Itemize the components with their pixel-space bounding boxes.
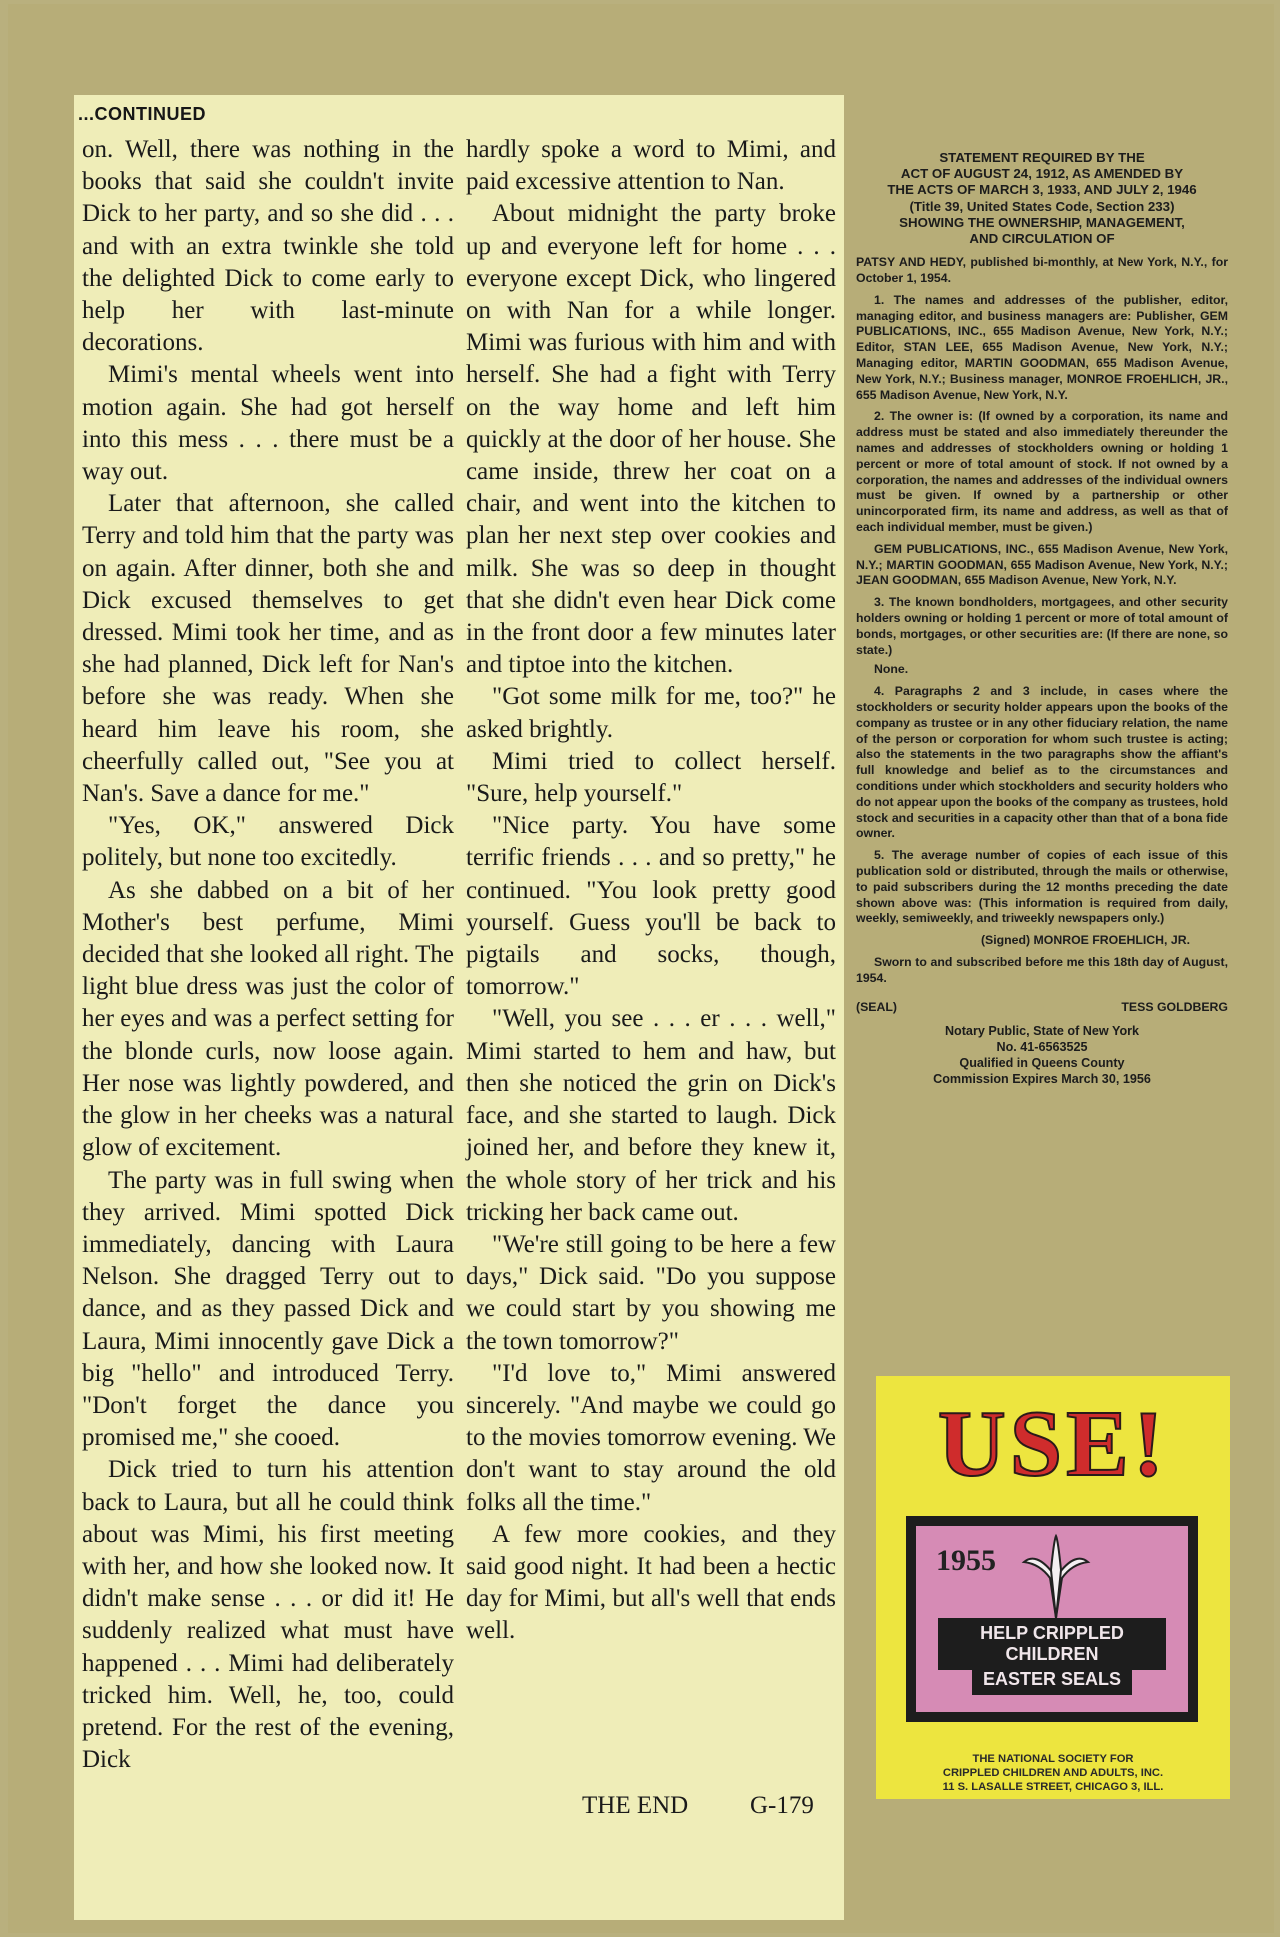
- statement-heading-line: STATEMENT REQUIRED BY THE: [939, 150, 1145, 165]
- ad-footer-line: THE NATIONAL SOCIETY FOR: [972, 1753, 1134, 1765]
- notary-line: Qualified in Queens County: [959, 1055, 1125, 1070]
- notary-line: Notary Public, State of New York: [944, 1024, 1140, 1039]
- notary-block: [856, 1024, 1228, 1087]
- story-paragraph: "Nice party. You have some terrific friends . . . and so pretty," he continued. "You look pretty good yourself. Guess you'll be back to pigtails and socks, though, tomorrow.": [466, 812, 836, 1001]
- the-end-label: THE END: [582, 1792, 689, 1819]
- notary-name: TESS GOLDBERG: [1121, 1000, 1228, 1015]
- statement-heading-line: ACT OF AUGUST 24, 1912, AS AMENDED BY: [900, 166, 1184, 182]
- story-paragraph: A few more cookies, and they said good night. It had been a hectic day for Mimi, but all's well that ends well.: [466, 1520, 836, 1645]
- story-paragraph: "Well, you see . . . er . . . well," Mimi started to hem and haw, but then she noticed the grin on Dick's face, and she started to laugh. Dick joined her, and before they knew it, the whole story of her trick and his tricking her back came out.: [466, 1005, 836, 1226]
- ad-footer-line: 11 S. LASALLE STREET, CHICAGO 3, ILL.: [942, 1781, 1164, 1793]
- statement-item-2: 2. The owner is: (If owned by a corporation, its name and address must be stated and also immediately thereunder the names and addresses of stockholders owning or holding 1 percent or more of total amount of stock. If not owned by a corporation, the names and addresses of the individual owners must be given. If owned by a partnership or other unincorporated firm, its name and address, as well as that of each individual member, must be given.): [856, 409, 1228, 534]
- notary-line: No. 41-6563525: [996, 1040, 1088, 1055]
- story-paragraph: Mimi tried to collect herself. "Sure, help yourself.": [466, 747, 836, 808]
- statement-item-4: 4. Paragraphs 2 and 3 include, in cases where the stockholders or security holder appears upon the books of the company as trustee or in any other fiduciary relation, the name of the person or corporation for whom such trustee is acting; also the statements in the two paragraphs show the affiant's full knowledge and belief as to the circumstances and conditions under which stockholders and security holders who do not appear upon the books of the company as trustees, hold stock and securities in a capacity other than that of a bona fide owner.: [856, 684, 1228, 841]
- lily-icon: [996, 1532, 1116, 1622]
- story-paragraph: Mimi's mental wheels went into motion again. She had got herself into this mess . . . there must be a way out.: [82, 361, 454, 486]
- stamp-face: [916, 1526, 1188, 1712]
- story-column-left: [82, 134, 454, 1776]
- statement-sworn: Sworn to and subscribed before me this 18th day of August, 1954.: [856, 954, 1228, 985]
- stamp-banner-top: HELP CRIPPLED CHILDREN: [938, 1618, 1166, 1670]
- story-paragraph: "Got some milk for me, too?" he asked brightly.: [466, 683, 836, 743]
- seal-label: (SEAL): [856, 1000, 897, 1015]
- seal-line: [856, 1000, 1228, 1016]
- statement-owners: GEM PUBLICATIONS, INC., 655 Madison Avenue, New York, N.Y.; MARTIN GOODMAN, 655 Madison Avenue, New York, N.Y.; JEAN GOODMAN, 655 Madison Avenue, New York, N.Y.: [856, 541, 1228, 588]
- statement-signature: (Signed) MONROE FROEHLICH, JR.: [980, 933, 1190, 948]
- stamp-year: 1955: [936, 1544, 996, 1577]
- notary-line: Commission Expires March 30, 1956: [933, 1071, 1151, 1086]
- statement-item-5: 5. The average number of copies of each issue of this publication sold or distributed, through the mails or otherwise, to paid subscribers during the 12 months preceding the date shown above was: (This information is required from daily, weekly, semiweekly, and triweekly newspapers only.): [856, 848, 1228, 926]
- story-paragraph: About midnight the party broke up and everyone left for home . . . everyone except Dick, who lingered on with Nan for a while longer. Mimi was furious with him and with herself. She had a fight with Terry on the way home and left him quickly at the door of her house. She came inside, threw her coat on a chair, and went into the kitchen to plan her next step over cookies and milk. She was so deep in thought that she didn't even hear Dick come in the front door a few minutes later and tiptoe into the kitchen.: [466, 200, 836, 679]
- statement-heading-line: (Title 39, United States Code, Section 233): [909, 198, 1175, 214]
- easter-seal-stamp: [906, 1516, 1198, 1722]
- statement-none: None.: [874, 662, 909, 677]
- story-paragraph: The party was in full swing when they arrived. Mimi spotted Dick immediately, dancing with Laura Nelson. She dragged Terry out to dance, and as they passed Dick and Laura, Mimi innocently gave Dick a big "hello" and introduced Terry. "Don't forget the dance you promised me," she cooed.: [82, 1166, 454, 1452]
- story-paragraph: on. Well, there was nothing in the books that said she couldn't invite Dick to her party, and so she did . . . and with an extra twinkle she told the delighted Dick to come early to help her with last-minute decorations.: [82, 136, 454, 357]
- story-column-right: [466, 134, 836, 1648]
- continued-label: ...CONTINUED: [78, 104, 207, 124]
- story-paragraph: hardly spoke a word to Mimi, and paid excessive attention to Nan.: [466, 136, 836, 196]
- ad-headline: USE!: [937, 1392, 1169, 1496]
- story-paragraph: "I'd love to," Mimi answered sincerely. "And maybe we could go to the movies tomorrow evening. We don't want to stay around the old folks all the time.": [466, 1359, 836, 1516]
- statement-heading-line: AND CIRCULATION OF: [969, 231, 1115, 247]
- ad-footer-line: CRIPPLED CHILDREN AND ADULTS, INC.: [942, 1767, 1164, 1779]
- statement-intro: PATSY AND HEDY, published bi-monthly, at New York, N.Y., for October 1, 1954.: [856, 255, 1228, 286]
- page-code: G-179: [750, 1792, 814, 1819]
- story-paragraph: Later that afternoon, she called Terry and told him that the party was on again. After dinner, both she and Dick excused themselves to get dressed. Mimi took her time, and as she had planned, Dick left for Nan's before she was ready. When she heard him leave his room, she cheerfully called out, "See you at Nan's. Save a dance for me.": [82, 490, 454, 808]
- statement-heading: [856, 150, 1228, 247]
- statement-heading-line: THE ACTS OF MARCH 3, 1933, AND JULY 2, 1946: [887, 182, 1197, 198]
- story-paragraph: "We're still going to be here a few days," Dick said. "Do you suppose we could start by you showing me the town tomorrow?": [466, 1230, 836, 1355]
- easter-seals-ad: [876, 1376, 1230, 1799]
- story-paragraph: "Yes, OK," answered Dick politely, but none too excitedly.: [82, 812, 454, 872]
- stamp-banner-bottom: EASTER SEALS: [972, 1664, 1132, 1695]
- ad-footer: [896, 1752, 1210, 1794]
- ownership-statement: [856, 150, 1228, 1087]
- statement-item-1: 1. The names and addresses of the publisher, editor, managing editor, and business managers are: Publisher, GEM PUBLICATIONS, INC., 655 Madison Avenue, New York, N.Y.; Editor, STAN LEE, 655 Madison Avenue, New York, N.Y.; Managing editor, MARTIN GOODMAN, 655 Madison Avenue, New York, N.Y.; Business manager, MONROE FROEHLICH, JR., 655 Madison Avenue, New York, N.Y.: [856, 292, 1228, 402]
- statement-item-3: 3. The known bondholders, mortgagees, and other security holders owning or holding 1 percent or more of total amount of bonds, mortgages, or other securities are: (If there are none, so state.): [856, 595, 1228, 657]
- story-paragraph: Dick tried to turn his attention back to Laura, but all he could think about was Mimi, his first meeting with her, and how she looked now. It didn't make sense . . . or did it! He suddenly realized what must have happened . . . Mimi had deliberately tricked him. Well, he, too, could pretend. For the rest of the evening, Dick: [82, 1456, 454, 1774]
- story-paragraph: As she dabbed on a bit of her Mother's best perfume, Mimi decided that she looked all right. The light blue dress was just the color of her eyes and was a perfect setting for the blonde curls, now loose again. Her nose was lightly powdered, and the glow in her cheeks was a natural glow of excitement.: [82, 876, 454, 1162]
- statement-heading-line: SHOWING THE OWNERSHIP, MANAGEMENT,: [899, 214, 1185, 230]
